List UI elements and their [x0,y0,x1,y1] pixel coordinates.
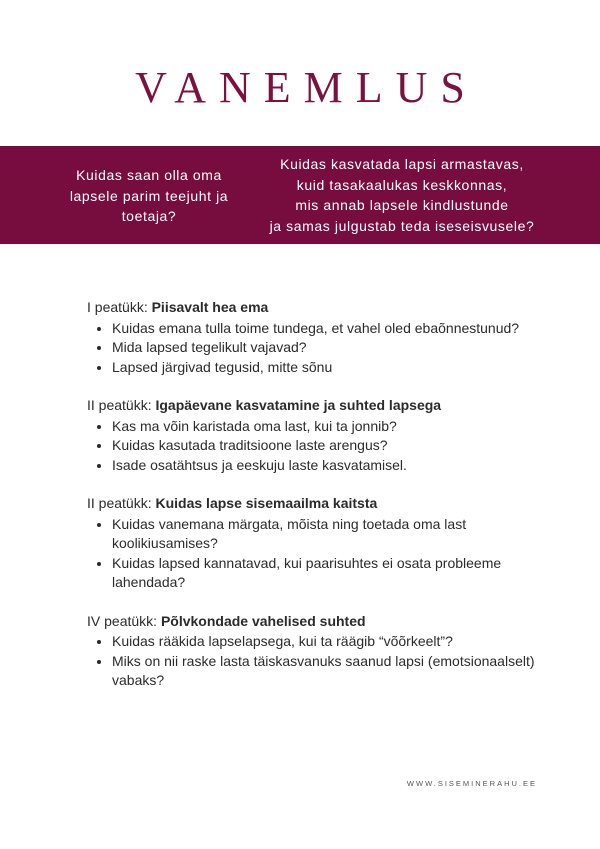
intro-right-line: Kuidas kasvatada lapsi armastavas, [280,156,524,172]
chapter-heading [87,612,547,632]
chapter-3 [87,494,547,593]
page-title: VANEMLUS [135,63,478,112]
chapter-prefix: IV peatükk: [87,612,161,629]
intro-right-line: kuid tasakaalukas keskkonnas, [296,176,508,193]
list-item: • Miks on nii raske lasta täiskasvanuks saanud lapsi (emotsionaalselt) vabaks? [112,652,547,691]
intro-question-right [256,154,548,236]
chapter-2 [87,396,547,475]
list-item: • Kuidas lapsed kannatavad, kui paarisuhtes ei osata probleeme lahendada? [112,554,547,593]
chapter-name: Põlvkondade vahelised suhted [160,612,366,629]
chapter-4 [87,612,547,691]
list-item: • Lapsed järgivad tegusid, mitte sõnu [112,358,547,378]
list-item: • Kuidas rääkida lapselapsega, kui ta räägib “võõrkeelt”? [112,632,547,652]
chapter-name: Igapäevane kasvatamine ja suhted lapsega [155,397,442,413]
chapter-name: Piisavalt hea ema [151,299,269,315]
chapter-prefix: I peatükk: [87,299,152,315]
chapter-topics [87,319,547,378]
list-item: • Kuidas kasutada traditsioone laste arengus? [112,436,547,456]
list-item: • Mida lapsed tegelikult vajavad? [112,338,547,358]
list-item: • Kas ma võin karistada oma last, kui ta jonnib? [112,417,547,437]
chapter-heading [87,298,547,318]
list-item: • Kuidas emana tulla toime tundega, et vahel oled ebaõnnestunud? [112,319,547,339]
chapter-list [87,298,547,710]
chapter-name: Kuidas lapse sisemaailma kaitsta [155,495,378,511]
list-item: • Isade osatähtsus ja eeskuju laste kasvatamisel. [112,456,547,476]
intro-left-line: Kuidas saan olla oma [76,167,222,183]
intro-question-left [56,165,242,227]
chapter-topics [87,417,547,476]
chapter-heading [87,494,547,514]
intro-band [0,146,600,244]
intro-left-line: lapsele parim teejuht ja [69,187,229,204]
chapter-heading [87,396,547,416]
intro-right-line: mis annab lapsele kindlustunde [295,197,509,213]
chapter-1 [87,298,547,377]
list-item: • Kuidas vanemana märgata, mõista ning toetada oma last koolikiusamises? [112,515,547,554]
intro-left-line: toetaja? [121,208,177,224]
chapter-topics [87,632,547,691]
chapter-prefix: II peatükk: [87,495,156,511]
chapter-prefix: II peatükk: [87,397,156,413]
chapter-topics [87,515,547,593]
intro-right-line: ja samas julgustab teda iseseisvusele? [269,217,535,234]
website-footer: WWW.SISEMINERAHU.EE [406,779,537,788]
